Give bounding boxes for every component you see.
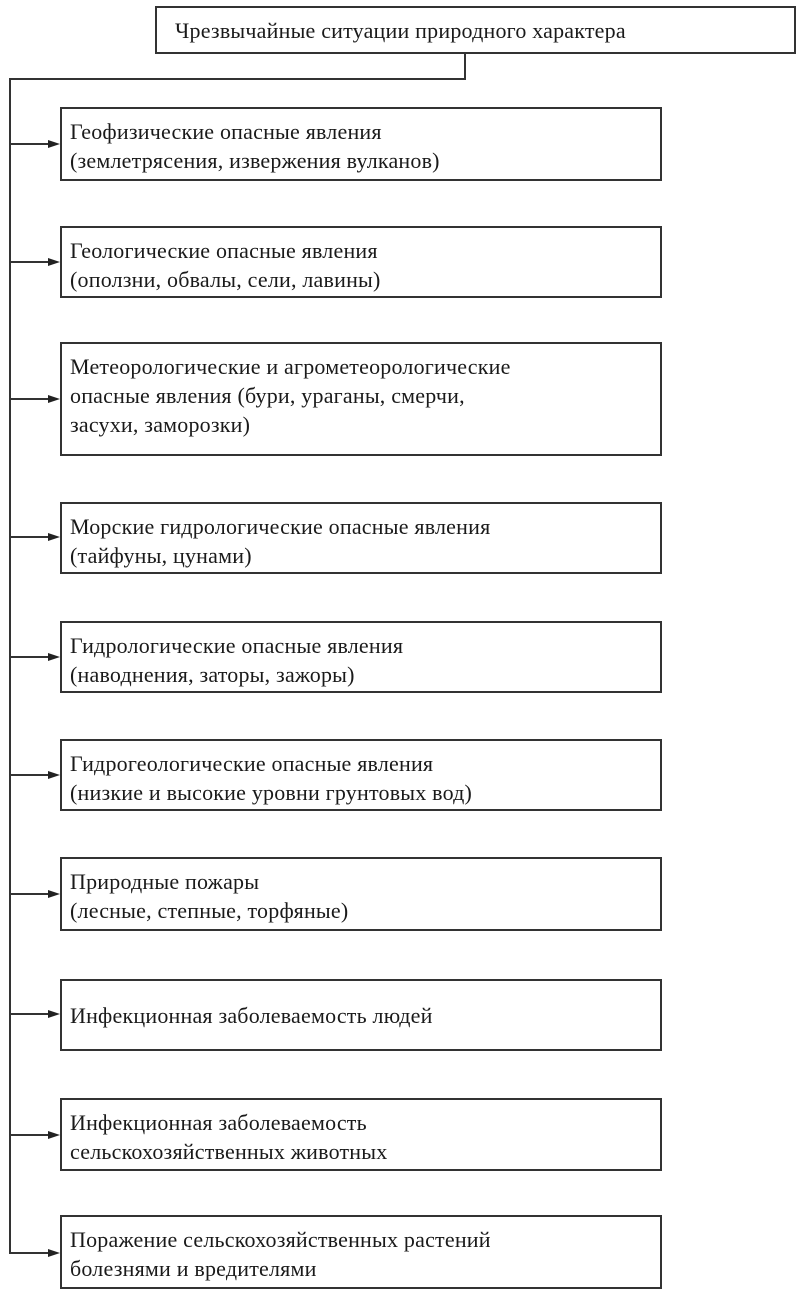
item-line: Геофизические опасные явления <box>70 119 382 144</box>
item-line: Гидрологические опасные явления <box>70 633 404 658</box>
arrow-icon <box>48 653 60 661</box>
item-box-hydrogeological <box>60 739 662 811</box>
item-box-marine-hydrological <box>60 502 662 574</box>
item-line: Инфекционная заболеваемость <box>70 1110 367 1135</box>
item-line: (оползни, обвалы, сели, лавины) <box>70 267 381 292</box>
item-line: (наводнения, заторы, зажоры) <box>70 662 355 687</box>
item-box-animal-infections <box>60 1098 662 1171</box>
item-box-human-infections <box>60 979 662 1051</box>
branch-connector <box>11 143 49 145</box>
item-box-meteorological <box>60 342 662 456</box>
item-line: (тайфуны, цунами) <box>70 543 252 568</box>
item-line: болезнями и вредителями <box>70 1256 317 1281</box>
item-line: Инфекционная заболеваемость людей <box>70 1003 433 1028</box>
item-box-geophysical <box>60 107 662 181</box>
item-line: Метеорологические и агрометеорологические <box>70 354 511 379</box>
arrow-icon <box>48 771 60 779</box>
item-line: Морские гидрологические опасные явления <box>70 514 491 539</box>
branch-connector <box>11 1134 49 1136</box>
root-connector-horizontal <box>9 78 466 80</box>
arrow-icon <box>48 258 60 266</box>
branch-connector <box>11 261 49 263</box>
item-line: (лесные, степные, торфяные) <box>70 898 349 923</box>
arrow-icon <box>48 1010 60 1018</box>
arrow-icon <box>48 395 60 403</box>
arrow-icon <box>48 1131 60 1139</box>
branch-connector <box>11 536 49 538</box>
branch-connector <box>11 774 49 776</box>
item-line: (низкие и высокие уровни грунтовых вод) <box>70 780 473 805</box>
item-line: Гидрогеологические опасные явления <box>70 751 434 776</box>
item-line: опасные явления (бури, ураганы, смерчи, <box>70 383 465 408</box>
root-connector-vertical <box>464 54 466 80</box>
item-line: засухи, заморозки) <box>70 412 251 437</box>
branch-connector <box>11 656 49 658</box>
root-category-label: Чрезвычайные ситуации природного характера <box>175 18 626 43</box>
branch-connector <box>11 1013 49 1015</box>
arrow-icon <box>48 890 60 898</box>
item-box-geological <box>60 226 662 298</box>
arrow-icon <box>48 1249 60 1257</box>
item-box-wildfires <box>60 857 662 931</box>
branch-connector <box>11 398 49 400</box>
root-category-box <box>155 6 796 54</box>
arrow-icon <box>48 140 60 148</box>
item-box-hydrological <box>60 621 662 693</box>
arrow-icon <box>48 533 60 541</box>
item-line: Природные пожары <box>70 869 260 894</box>
item-line: (землетрясения, извержения вулканов) <box>70 148 440 173</box>
trunk-line <box>9 78 11 1254</box>
item-line: Геологические опасные явления <box>70 238 378 263</box>
item-line: Поражение сельскохозяйственных растений <box>70 1227 491 1252</box>
item-line: сельскохозяйственных животных <box>70 1139 388 1164</box>
branch-connector <box>11 893 49 895</box>
item-box-plant-diseases <box>60 1215 662 1289</box>
branch-connector <box>11 1252 49 1254</box>
